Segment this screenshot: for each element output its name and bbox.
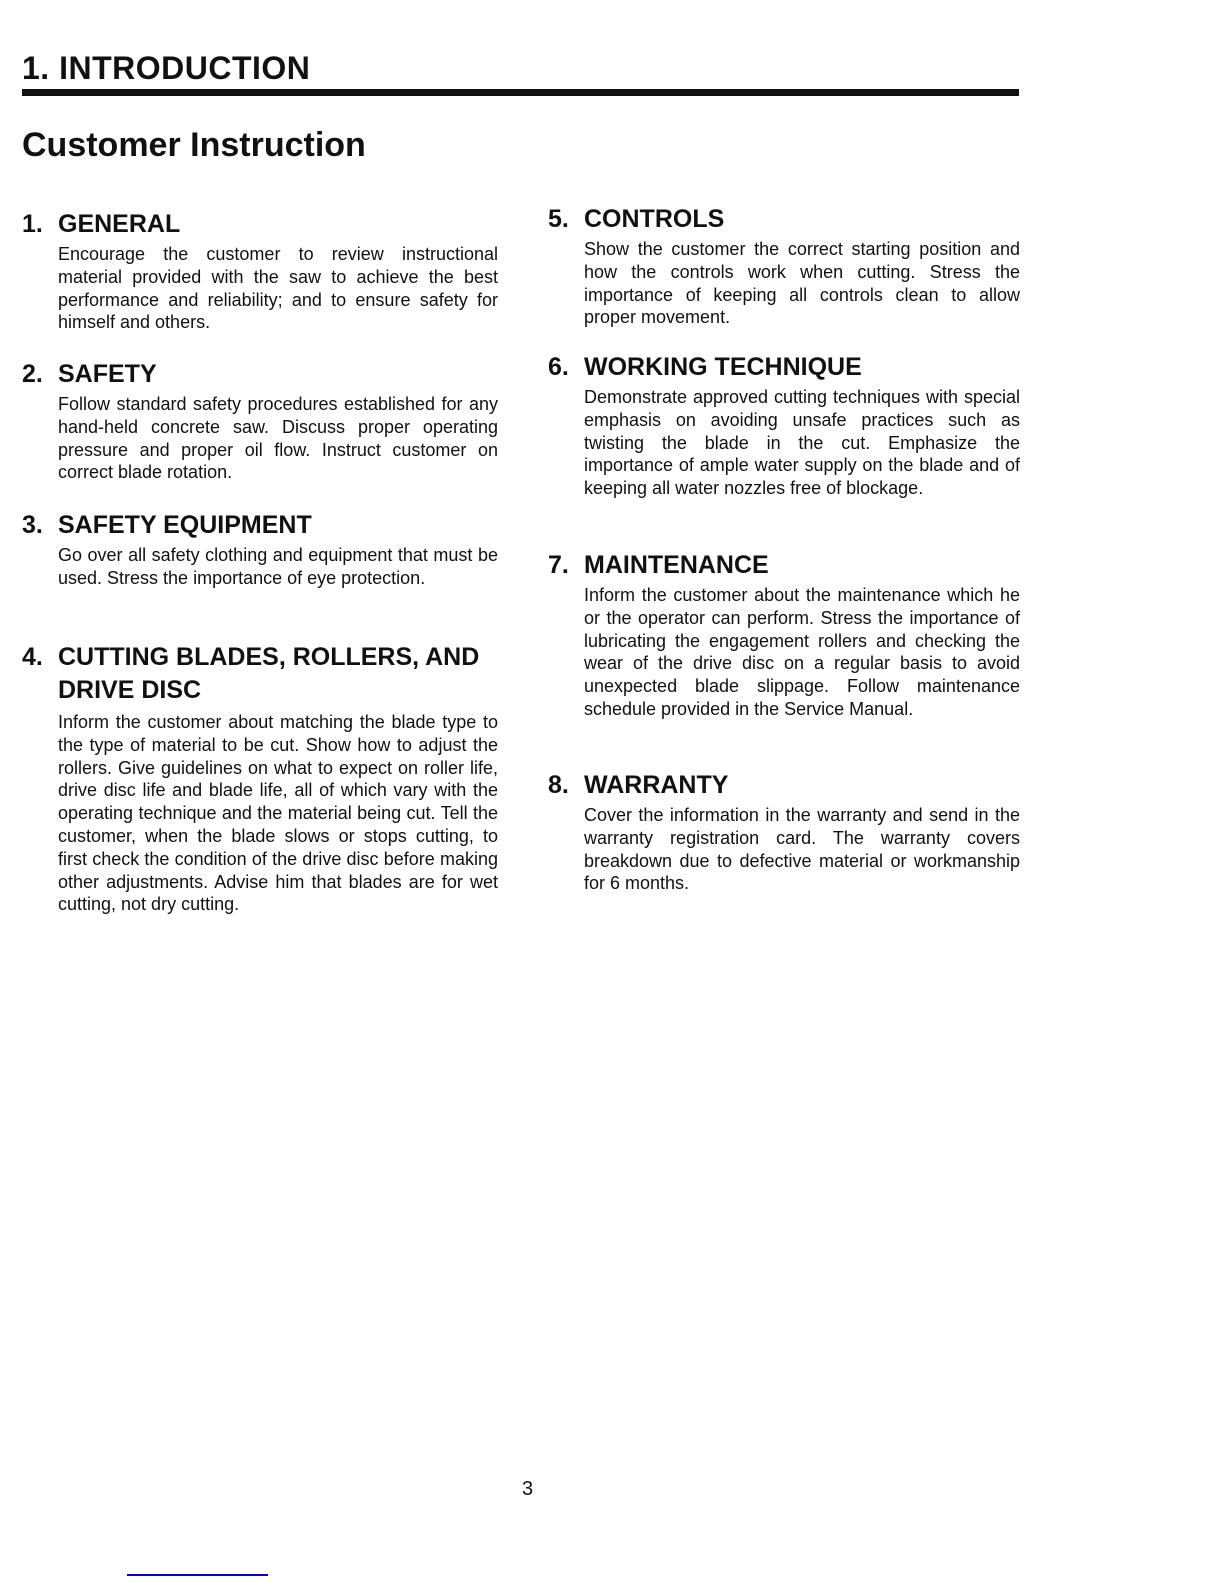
section-body: Go over all safety clothing and equipment that must be used. Stress the importance of eye protection.	[58, 545, 498, 588]
section-body: Inform the customer about matching the blade type to the type of material to be cut. Show how to adjust the rollers. Give guidelines on what to expect on roller life, drive disc life and blade life, all of which vary with the operating technique and the material being cut. Tell the customer, when the blade slows or stops cutting, to first check the condition of the drive disc before making other adjustments. Advise him that blades are for wet cutting, not dry cutting.	[58, 712, 498, 915]
page-title: Customer Instruction	[22, 126, 366, 164]
section-heading: WORKING TECHNIQUE	[584, 353, 862, 381]
page-number: 3	[522, 1478, 534, 1500]
section-number: 2.	[22, 360, 43, 388]
section-number: 7.	[548, 551, 569, 579]
section-heading: MAINTENANCE	[584, 551, 769, 579]
section-body: Show the customer the correct starting position and how the controls work when cutting. Stress the importance of keeping all controls clean to allow proper movement.	[584, 239, 1020, 328]
section-controls	[548, 205, 1020, 329]
heading-rule	[22, 89, 1019, 96]
section-safety-equipment	[22, 511, 498, 590]
section-cutting-blades	[22, 641, 498, 916]
blue-line-artifact	[127, 1574, 268, 1576]
section-heading: SAFETY	[58, 360, 157, 388]
section-number: 8.	[548, 771, 569, 799]
section-number: 5.	[548, 205, 569, 233]
section-body: Inform the customer about the maintenance which he or the operator can perform. Stress the importance of lubricating the engagement rollers and checking the wear of the drive disc on a regular basis to avoid unexpected blade slippage. Follow maintenance schedule provided in the Service Manual.	[584, 585, 1020, 719]
chapter-heading: 1. INTRODUCTION	[22, 50, 311, 86]
section-body: Demonstrate approved cutting techniques with special emphasis on avoiding unsafe practices such as twisting the blade in the cut. Emphasize the importance of ample water supply on the blade and of keeping all water nozzles free of blockage.	[584, 387, 1020, 499]
section-warranty	[548, 771, 1020, 895]
section-number: 6.	[548, 353, 569, 381]
section-body: Cover the information in the warranty and send in the warranty registration card. The warranty covers breakdown due to defective material or workmanship for 6 months.	[584, 805, 1020, 894]
section-body: Encourage the customer to review instructional material provided with the saw to achieve the best performance and reliability; and to ensure safety for himself and others.	[58, 244, 498, 333]
section-heading: WARRANTY	[584, 771, 729, 799]
section-number: 1.	[22, 210, 43, 238]
section-heading: GENERAL	[58, 210, 181, 238]
section-maintenance	[548, 551, 1020, 721]
section-number: 4.	[22, 643, 43, 671]
section-safety	[22, 360, 498, 484]
section-number: 3.	[22, 511, 43, 539]
section-body: Follow standard safety procedures established for any hand-held concrete saw. Discuss proper operating pressure and proper oil flow. Instruct customer on correct blade rotation.	[58, 394, 498, 483]
section-heading: CONTROLS	[584, 205, 725, 233]
section-heading: SAFETY EQUIPMENT	[58, 511, 312, 539]
section-heading: CUTTING BLADES, ROLLERS, AND DRIVE DISC	[58, 643, 480, 704]
section-working-technique	[548, 353, 1020, 500]
section-general	[22, 210, 498, 334]
